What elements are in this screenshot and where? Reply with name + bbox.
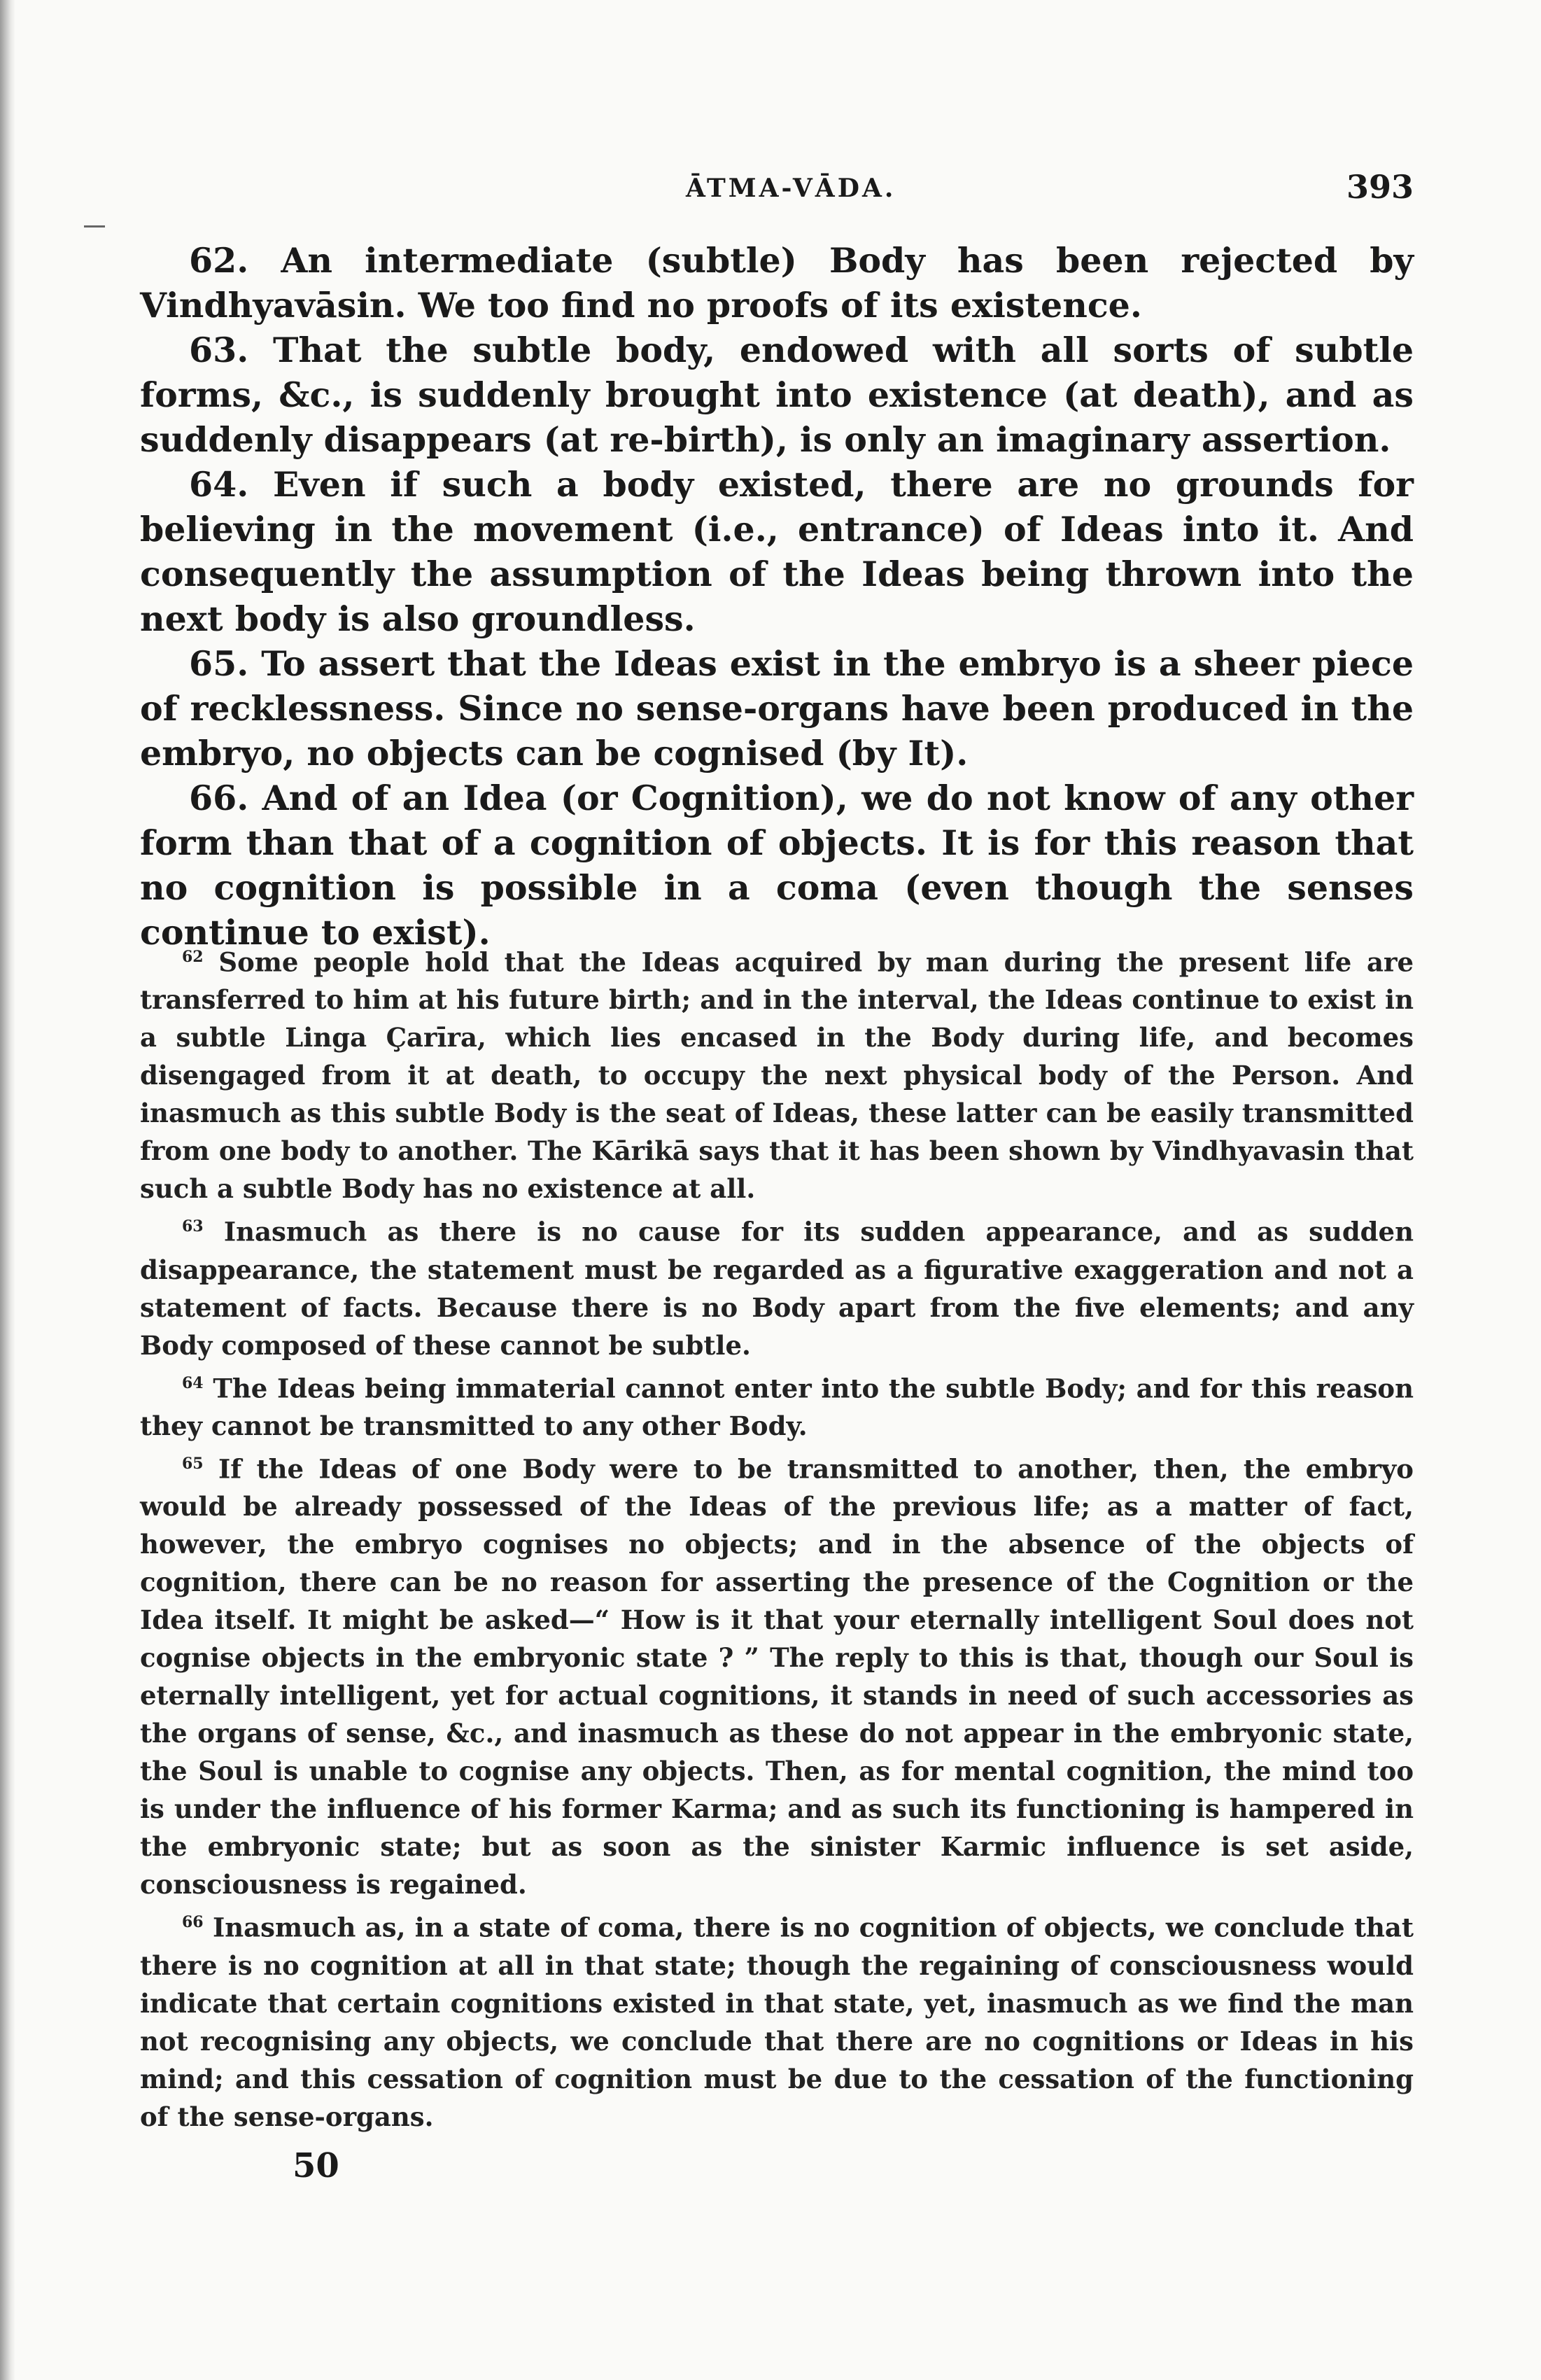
- verse-text: That the subtle body, endowed with all sorts of subtle forms, &c., is suddenly brought into existence (at death), and as suddenly disappears (at re-birth), is only an imaginary assertion.: [140, 330, 1414, 460]
- footnote-mark: 66: [182, 1913, 204, 1932]
- verse-number: 64.: [189, 464, 249, 505]
- footnote: [140, 1445, 1414, 1903]
- page-edge-shadow: [0, 0, 15, 2380]
- footnote: [140, 1208, 1414, 1364]
- page-number: 393: [1346, 168, 1414, 206]
- footnote-text: If the Ideas of one Body were to be transmitted to another, then, the embryo would be already possessed of the Ideas of the previous life; as a matter of fact, however, the embryo cognises no objects; and in the absence of the objects of cognition, there can be no reason for asserting the presence of the Cognition or the Idea itself. It might be asked—“ How is it that your eternally intelligent Soul does not cognise objects in the embryonic state ? ” The reply to this is that, though our Soul is eternally intelligent, yet for actual cognitions, it stands in need of such accessories as the organs of sense, &c., and inasmuch as these do not appear in the embryonic state, the Soul is unable to cognise any objects. Then, as for mental cognition, the mind too is under the influence of his former Karma; and as such its functioning is hampered in the embryonic state; but as soon as the sinister Karmic influence is set aside, consciousness is regained.: [140, 1453, 1414, 1900]
- footnote-text: Inasmuch as, in a state of coma, there is no cognition of objects, we conclude that there is no cognition at all in that state; though the regaining of consciousness would indicate that certain cognitions existed in that state, yet, inasmuch as we find the man not recognising any objects, we conclude that there are no cognitions or Ideas in his mind; and this cessation of cognition must be due to the cessation of the functioning of the sense-organs.: [140, 1912, 1414, 2132]
- signature-mark: 50: [293, 2146, 339, 2185]
- footnote-mark: 65: [182, 1454, 204, 1473]
- footnote-mark: 64: [182, 1373, 204, 1392]
- verse-62: [140, 238, 1414, 328]
- footnote-mark: 62: [182, 948, 204, 966]
- main-text: [140, 238, 1414, 955]
- verse-text: And of an Idea (or Cognition), we do not know of any other form than that of a cognition of objects. It is for this reason that no cognition is possible in a coma (even though the senses continue to exist).: [140, 778, 1414, 953]
- footnotes: [140, 938, 1414, 2136]
- verse-text: To assert that the Ideas exist in the embryo is a sheer piece of recklessness. Since no sense-organs have been produced in the embryo, no objects can be cognised (by It).: [140, 643, 1414, 774]
- verse-number: 65.: [189, 643, 249, 684]
- verse-number: 62.: [189, 240, 249, 281]
- verse-number: 66.: [189, 778, 249, 818]
- verse-text: An intermediate (subtle) Body has been rejected by Vindhyavāsin. We too find no proofs of its existence.: [140, 240, 1414, 326]
- margin-mark: [84, 225, 105, 227]
- verse-66: [140, 776, 1414, 955]
- footnote: [140, 938, 1414, 1208]
- footnote: [140, 1364, 1414, 1445]
- footnote-text: The Ideas being immaterial cannot enter into the subtle Body; and for this reason they cannot be transmitted to any other Body.: [140, 1372, 1414, 1441]
- footnote-mark: 63: [182, 1217, 204, 1236]
- footnote-text: Inasmuch as there is no cause for its sudden appearance, and as sudden disappearance, the statement must be regarded as a figurative exaggeration and not a statement of facts. Because there is no Body apart from the five elements; and any Body composed of these cannot be subtle.: [140, 1216, 1414, 1361]
- verse-63: [140, 328, 1414, 462]
- verse-number: 63.: [189, 330, 249, 370]
- verse-text: Even if such a body existed, there are no grounds for believing in the movement (i.e., entrance) of Ideas into it. And consequently the assumption of the Ideas being thrown into the next body is also groundless.: [140, 464, 1414, 639]
- verse-65: [140, 641, 1414, 776]
- running-title: ĀTMA-VĀDA.: [686, 174, 896, 203]
- footnote-text: Some people hold that the Ideas acquired by man during the present life are transferred to him at his future birth; and in the interval, the Ideas continue to exist in a subtle Linga Çarīra, which lies encased in the Body during life, and becomes disengaged from it at death, to occupy the next physical body of the Person. And inasmuch as this subtle Body is the seat of Ideas, these latter can be easily transmitted from one body to another. The Kārikā says that it has been shown by Vindhyavasin that such a subtle Body has no existence at all.: [140, 946, 1414, 1205]
- verse-64: [140, 462, 1414, 641]
- footnote: [140, 1903, 1414, 2135]
